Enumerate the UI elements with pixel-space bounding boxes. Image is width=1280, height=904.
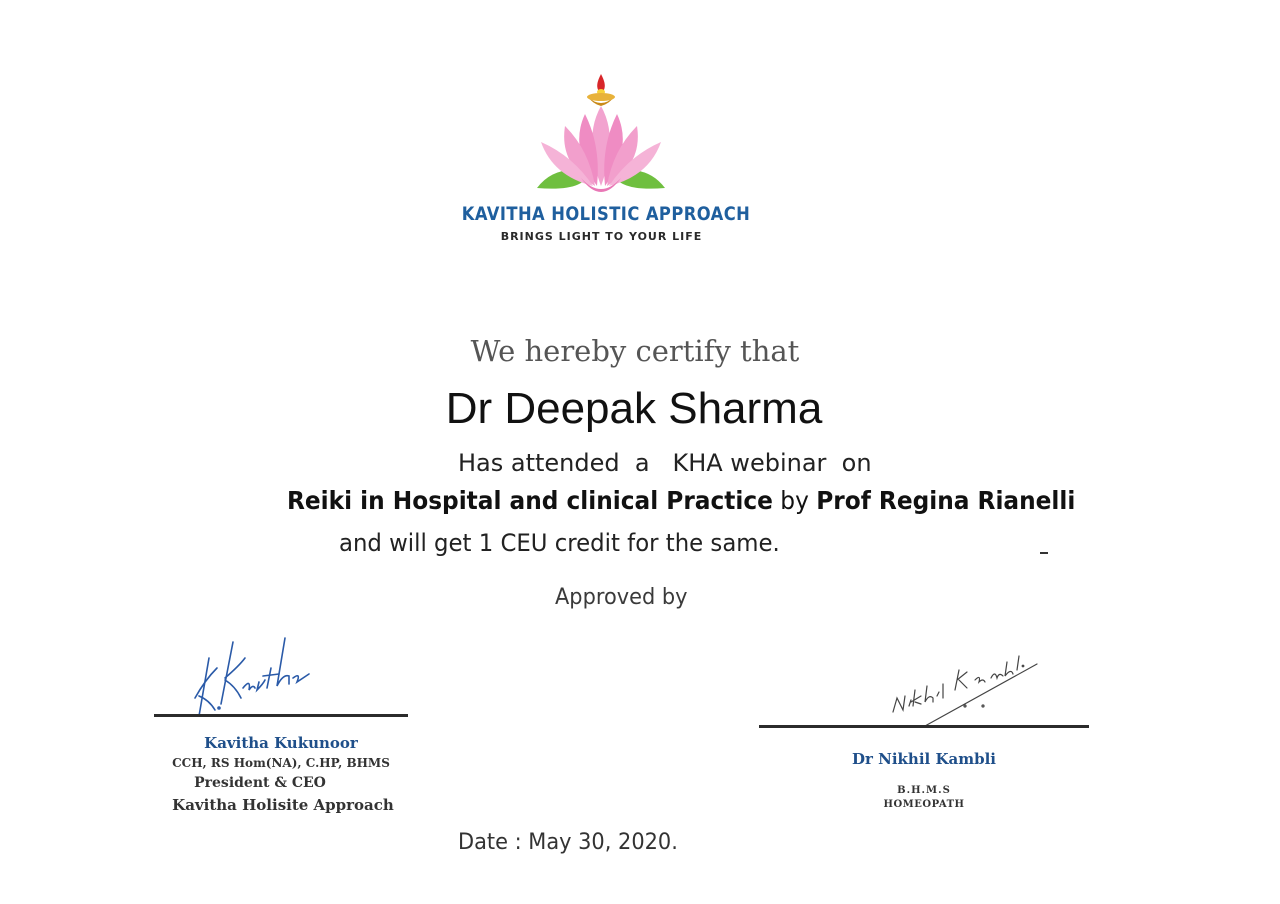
approved-by-label: Approved by — [555, 585, 688, 610]
kavitha-signature — [185, 628, 315, 720]
signatory-2-name: Dr Nikhil Kambli — [852, 750, 996, 768]
certificate-date: Date : May 30, 2020. — [458, 830, 678, 855]
nikhil-signature — [885, 640, 1045, 728]
brand-tagline: BRINGS LIGHT TO YOUR LIFE — [500, 230, 703, 243]
lotus-lamp-icon — [525, 68, 685, 208]
signatory-1-name: Kavitha Kukunoor — [204, 734, 358, 752]
brand-name: KAVITHA HOLISTIC APPROACH — [461, 203, 751, 225]
signatory-1-credentials: CCH, RS Hom(NA), C.HP, BHMS — [172, 756, 390, 770]
signatory-2-role: HOMEOPATH — [883, 799, 965, 810]
course-title: Reiki in Hospital and clinical Practice — [287, 486, 773, 515]
signatory-1-title: President & CEO — [194, 775, 326, 791]
signatory-1-organization: Kavitha Holisite Approach — [172, 796, 394, 814]
course-line — [287, 486, 1075, 515]
recipient-name: Dr Deepak Sharma — [445, 384, 823, 433]
signature-line-1 — [154, 714, 408, 717]
presenter-name: Prof Regina Rianelli — [816, 486, 1076, 515]
credit-line: and will get 1 CEU credit for the same. — [339, 529, 780, 557]
stray-mark — [1040, 552, 1048, 554]
signatory-2-degree: B.H.M.S — [897, 785, 951, 796]
signature-line-2 — [759, 725, 1089, 728]
by-word: by — [780, 486, 809, 515]
certify-line: We hereby certify that — [470, 334, 800, 368]
attended-line: Has attended a KHA webinar on — [458, 449, 872, 477]
